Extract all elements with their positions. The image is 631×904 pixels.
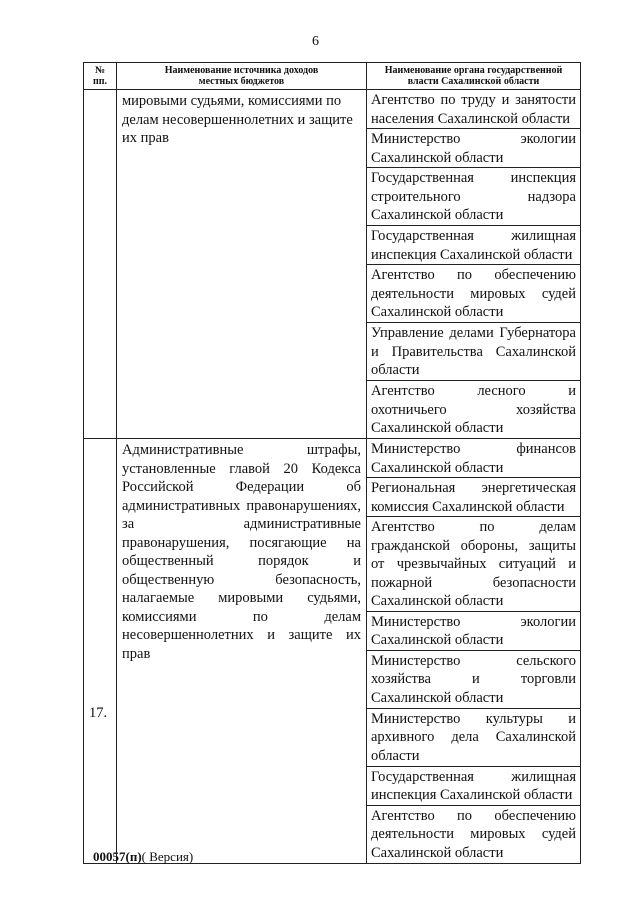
page-number: 6	[312, 34, 319, 49]
organ-cell: Министерство экологии Сахалинской области	[367, 611, 581, 650]
document-version: ( Версия)	[141, 849, 194, 864]
source-cell: Административные штрафы, установленные главой 20 Кодекса Российской Федерации об административных правонарушениях, за административные правонарушения, посягающие на общественный порядок и общественную безопасность, налагаемые мировыми судьями, комиссиями по делам несовершеннолетних и защите их прав	[117, 439, 367, 864]
organ-cell: Агентство по делам гражданской обороны, защиты от чрезвычайных ситуаций и пожарной безопасности Сахалинской области	[367, 517, 581, 612]
organ-cell: Государственная инспекция строительного надзора Сахалинской области	[367, 168, 581, 226]
table-header-row	[84, 63, 581, 90]
organ-cell: Министерство сельского хозяйства и торговли Сахалинской области	[367, 650, 581, 708]
header-organ-line2: власти Сахалинской области	[407, 76, 540, 87]
header-number-line2: пп.	[92, 76, 108, 87]
header-organ	[367, 63, 581, 90]
organ-cell: Министерство финансов Сахалинской области	[367, 439, 581, 478]
organ-cell: Управление делами Губернатора и Правительства Сахалинской области	[367, 323, 581, 381]
header-number	[84, 63, 117, 90]
table-row	[84, 439, 581, 478]
document-code: 00057(п)	[93, 849, 142, 864]
header-source	[117, 63, 367, 90]
organ-cell: Региональная энергетическая комиссия Сахалинской области	[367, 478, 581, 517]
table-row	[84, 90, 581, 129]
header-organ-line1: Наименование органа государственной	[384, 65, 563, 76]
source-cell: мировыми судьями, комиссиями по делам несовершеннолетних и защите их прав	[117, 90, 367, 439]
organ-cell: Агентство лесного и охотничьего хозяйства Сахалинской области	[367, 381, 581, 439]
document-footer	[93, 849, 193, 865]
header-source-line2: местных бюджетов	[198, 76, 285, 87]
row-number	[84, 439, 117, 864]
row-number-text: 17.	[89, 705, 108, 722]
header-number-line1: №	[94, 65, 106, 76]
organ-cell: Агентство по обеспечению деятельности мировых судей Сахалинской области	[367, 265, 581, 323]
organ-cell: Министерство культуры и архивного дела Сахалинской области	[367, 708, 581, 766]
header-source-line1: Наименование источника доходов	[164, 65, 319, 76]
income-sources-table	[83, 62, 581, 864]
row-number-empty	[84, 90, 117, 439]
organ-cell: Государственная жилищная инспекция Сахалинской области	[367, 226, 581, 265]
organ-cell: Государственная жилищная инспекция Сахалинской области	[367, 766, 581, 805]
organ-cell: Министерство экологии Сахалинской области	[367, 129, 581, 168]
organ-cell: Агентство по труду и занятости населения Сахалинской области	[367, 90, 581, 129]
organ-cell: Агентство по обеспечению деятельности мировых судей Сахалинской области	[367, 805, 581, 863]
